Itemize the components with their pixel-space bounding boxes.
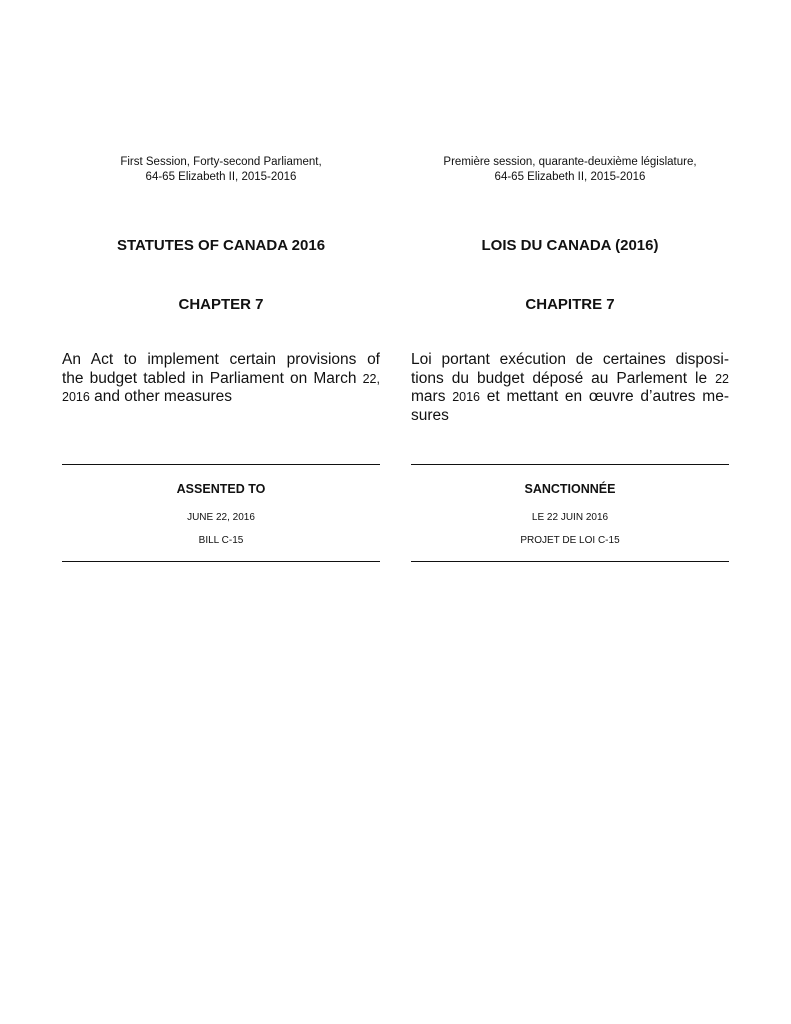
long-title-month-fr: mars xyxy=(411,388,446,405)
assent-heading-en: ASSENTED TO xyxy=(176,482,266,496)
statute-title-fr: LOIS DU CANADA (2016) xyxy=(481,237,659,254)
long-title-en xyxy=(62,351,380,407)
long-title-day-fr: 22 xyxy=(715,371,730,386)
bottom-divider-en xyxy=(62,561,380,562)
bill-number-fr: PROJET DE LOI C-15 xyxy=(520,535,620,546)
long-title-line-2-fr xyxy=(411,370,729,389)
top-divider-fr xyxy=(411,464,729,465)
long-title-year-fr: 2016 xyxy=(452,390,481,404)
bill-number-en: BILL C-15 xyxy=(198,535,244,546)
session-line-1-fr: Première session, quarante-deuxième législature, xyxy=(443,156,697,168)
long-title-year-en: 2016 xyxy=(62,390,90,404)
assent-date-fr: LE 22 JUIN 2016 xyxy=(531,512,609,523)
top-divider-en xyxy=(62,464,380,465)
long-title-line-1-en: An Act to implement certain provisions of xyxy=(62,351,380,368)
long-title-text-en: the budget tabled in Parliament on March xyxy=(62,369,357,387)
long-title-fr xyxy=(411,351,729,425)
session-line-1-en: First Session, Forty-second Parliament, xyxy=(120,156,322,168)
chapter-number-fr: CHAPITRE 7 xyxy=(525,296,615,313)
session-info-fr xyxy=(411,155,729,184)
long-title-day-en: 22, xyxy=(362,371,380,386)
session-info-en xyxy=(62,155,380,184)
long-title-line-1-fr: Loi portant exécution de certaines disposi- xyxy=(411,351,729,368)
long-title-tail-en: and other measures xyxy=(94,388,232,405)
session-line-2-fr: 64-65 Elizabeth II, 2015-2016 xyxy=(494,170,646,183)
long-title-tail-fr: et mettant en œuvre d’autres me- xyxy=(486,388,729,405)
chapter-number-en: CHAPTER 7 xyxy=(178,296,264,313)
long-title-line-3-en xyxy=(62,388,380,407)
bottom-divider-fr xyxy=(411,561,729,562)
long-title-line-4-fr: sures xyxy=(411,406,449,424)
long-title-line-3-fr xyxy=(411,388,729,407)
long-title-line-2-en xyxy=(62,370,380,389)
assent-heading-fr: SANCTIONNÉE xyxy=(524,482,616,496)
assent-date-en: JUNE 22, 2016 xyxy=(187,512,255,523)
long-title-text-fr: tions du budget déposé au Parlement le xyxy=(411,369,708,387)
session-line-2-en: 64-65 Elizabeth II, 2015-2016 xyxy=(145,170,297,183)
statute-title-en: STATUTES OF CANADA 2016 xyxy=(116,237,326,254)
